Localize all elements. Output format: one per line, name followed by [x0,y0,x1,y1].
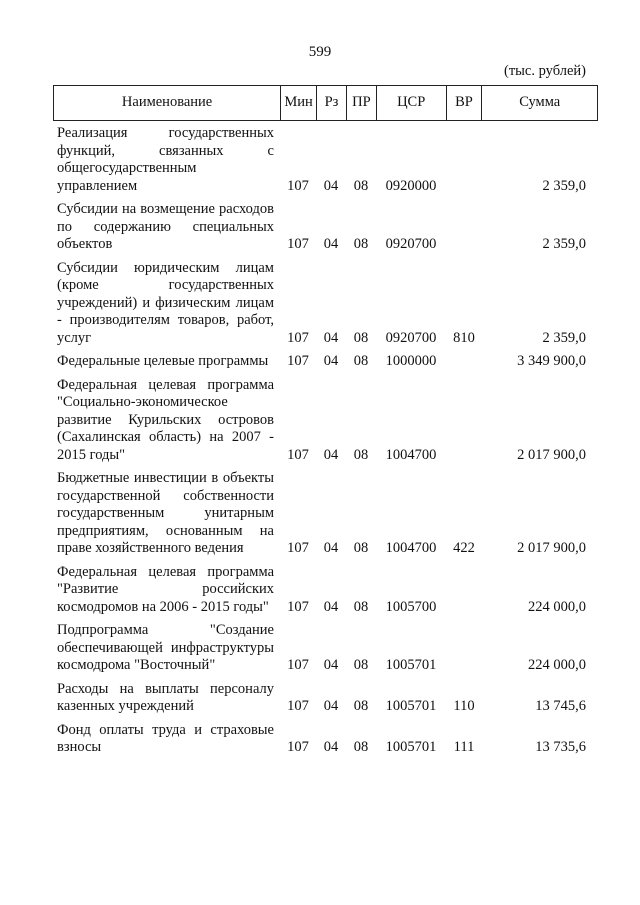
table-row [53,564,598,617]
row-pr: 08 [353,657,369,673]
row-vr: 111 [453,739,475,755]
row-vr: 110 [453,698,475,714]
row-pr: 08 [353,598,369,615]
row-sum: 2 017 900,0 [517,540,586,556]
row-csr: 0920700 [385,236,437,252]
row-rz: 04 [323,739,339,755]
row-pr: 08 [353,446,369,463]
row-min: 107 [287,657,309,673]
row-csr: 1005701 [385,657,437,673]
row-sum: 2 359,0 [542,177,586,194]
header-sum: Сумма [481,86,597,120]
row-sum: 2 017 900,0 [517,446,586,463]
row-csr: 1004700 [385,540,437,556]
row-sum: 2 359,0 [542,236,586,252]
row-name: Подпрограмма "Создание обеспечивающей инфраструктуры космодрома "Восточный" [57,622,274,673]
row-csr: 1005701 [385,739,437,755]
row-rz: 04 [323,353,339,369]
table-row [53,260,598,348]
row-csr: 1000000 [385,353,437,369]
row-rz: 04 [323,598,339,615]
row-rz: 04 [323,446,339,463]
header-vr: ВР [446,86,482,120]
row-name: Бюджетные инвестиции в объекты государственной собственности государственным унитарным предприятиям, основанным на праве хозяйственного ведения [57,470,274,556]
row-min: 107 [287,236,309,252]
row-rz: 04 [323,540,339,556]
row-pr: 08 [353,353,369,369]
row-name: Расходы на выплаты персоналу казенных учреждений [57,680,274,714]
row-pr: 08 [353,236,369,252]
row-name: Фонд оплаты труда и страховые взносы [57,721,274,755]
table-body [53,125,598,763]
table-row [53,722,598,757]
row-name: Реализация государственных функций, связанных с общегосударственным управлением [57,125,274,194]
header-rz: Рз [316,86,346,120]
row-min: 107 [287,353,309,369]
table-row [53,377,598,465]
table-row [53,622,598,675]
row-min: 107 [287,698,309,714]
page-number: 599 [308,44,332,60]
row-csr: 1005701 [385,698,437,714]
row-csr: 1004700 [385,446,437,463]
row-min: 107 [287,598,309,615]
header-name: Наименование [121,94,213,111]
row-vr: 810 [453,329,475,346]
row-rz: 04 [323,236,339,252]
table-row [53,681,598,716]
row-name: Федеральная целевая программа "Развитие российских космодромов на 2006 - 2015 годы" [57,563,274,615]
units-label: (тыс. рублей) [504,63,586,79]
row-name: Субсидии юридическим лицам (кроме государственных учреждений) и физическим лицам - производителям товаров, работ, услуг [57,259,274,346]
row-rz: 04 [323,657,339,673]
table-header [53,85,598,121]
row-min: 107 [287,446,309,463]
table-row [53,125,598,195]
table-row [53,353,598,371]
row-sum: 13 735,6 [535,739,586,755]
row-vr: 422 [453,540,475,556]
row-name: Федеральные целевые программы [57,353,269,369]
row-min: 107 [287,739,309,755]
header-pr: ПР [346,86,376,120]
row-sum: 3 349 900,0 [517,353,586,369]
row-csr: 0920000 [385,177,437,194]
row-min: 107 [287,540,309,556]
row-rz: 04 [323,329,339,346]
row-csr: 0920700 [385,329,437,346]
row-sum: 224 000,0 [528,657,586,673]
row-min: 107 [287,177,309,194]
row-rz: 04 [323,177,339,194]
row-pr: 08 [353,177,369,194]
row-min: 107 [287,329,309,346]
row-rz: 04 [323,698,339,714]
table-row [53,201,598,254]
row-pr: 08 [353,329,369,346]
row-pr: 08 [353,739,369,755]
row-pr: 08 [353,698,369,714]
row-sum: 2 359,0 [542,329,586,346]
row-sum: 224 000,0 [528,598,586,615]
row-sum: 13 745,6 [535,698,586,714]
table-row [53,470,598,558]
row-name: Федеральная целевая программа "Социально-экономическое развитие Курильских островов (Сахалинская область) на 2007 - 2015 годы" [57,376,274,463]
row-pr: 08 [353,540,369,556]
header-min: Мин [280,86,316,120]
header-csr: ЦСР [376,86,446,120]
row-csr: 1005700 [385,598,437,615]
row-name: Субсидии на возмещение расходов по содержанию специальных объектов [57,201,274,252]
